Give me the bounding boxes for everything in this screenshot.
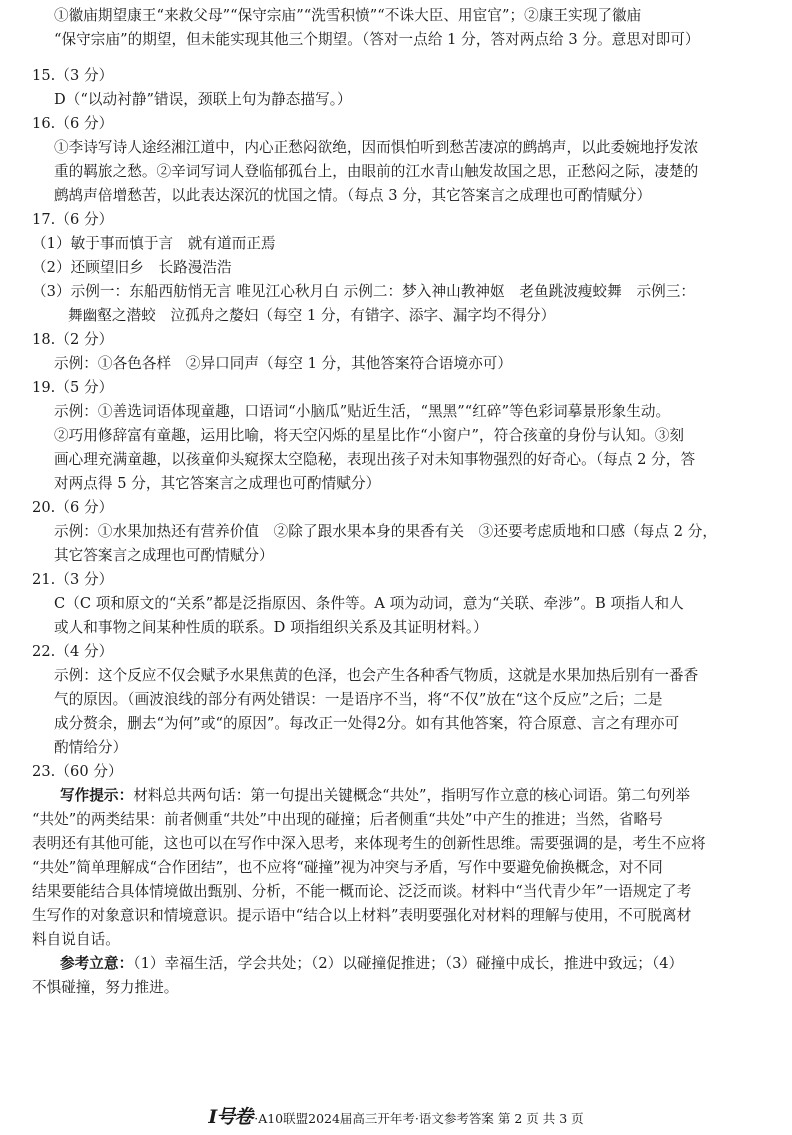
question-heading-20: 20.（6 分） bbox=[32, 499, 114, 516]
text-line: ②巧用修辞富有童趣，运用比喻，将天空闪烁的星星比作“小窗户”，符合孩童的身份与认知。③刻 bbox=[54, 427, 685, 444]
text-line: 生写作的对象意识和情境意识。提示语中“结合以上材料”表明要强化对材料的理解与使用，不可脱离材 bbox=[32, 907, 692, 924]
writing-hint-label: 写作提示： bbox=[60, 787, 134, 804]
question-heading-17: 17.（6 分） bbox=[32, 211, 114, 228]
writing-hint-text: 材料总共两句话：第一句提出关键概念“共处”，指明写作立意的核心词语。第二句列举 bbox=[133, 787, 691, 804]
text-line: 气的原因。（画波浪线的部分有两处错误：一是语序不当，将“不仅”放在“这个反应”之后；二是 bbox=[54, 691, 663, 708]
question-heading-19: 19.（5 分） bbox=[32, 379, 114, 396]
text-line: 不惧碰撞，努力推进。 bbox=[32, 979, 179, 996]
text-line: D（“以动衬静”错误，颈联上句为静态描写。） bbox=[54, 91, 352, 108]
text-line: 酌情给分） bbox=[54, 739, 128, 756]
text-line: 舞幽壑之潜蛟 泣孤舟之嫠妇（每空 1 分，有错字、添字、漏字均不得分） bbox=[68, 307, 556, 324]
text-line: 其它答案言之成理也可酌情赋分） bbox=[54, 547, 274, 564]
text-line: “保守宗庙”的期望，但未能实现其他三个期望。（答对一点给 1 分，答对两点给 3 分。意思对即可） bbox=[54, 31, 700, 48]
text-line: ①李诗写诗人途经湘江道中，内心正愁闷欲绝，因而惧怕听到愁苦凄凉的鹧鸪声，以此委婉地抒发浓 bbox=[54, 139, 699, 156]
text-line: ①徽庙期望康王“来救父母”“保守宗庙”“洗雪积愤”“不诛大臣、用宦官”；②康王实现了徽庙 bbox=[54, 7, 642, 24]
question-heading-18: 18.（2 分） bbox=[32, 331, 114, 348]
text-line: “共处”简单理解成“合作团结”，也不应将“碰撞”视为冲突与矛盾，写作中要避免偷换概念，对不同 bbox=[32, 859, 663, 876]
text-line: 结果要能结合具体情境做出甄别、分析，不能一概而论、泛泛而谈。材料中“当代青少年”一语规定了考 bbox=[32, 883, 692, 900]
reference-idea-text: （1）幸福生活，学会共处；（2）以碰撞促推进；（3）碰撞中成长，推进中致远；（4） bbox=[133, 955, 684, 972]
page-footer bbox=[0, 1102, 792, 1129]
text-line: 或人和事物之间某种性质的联系。D 项指组织关系及其证明材料。） bbox=[54, 619, 488, 636]
text-line: 示例：这个反应不仅会赋予水果焦黄的色泽，也会产生各种香气物质，这就是水果加热后别有一番香 bbox=[54, 667, 699, 684]
question-heading-23: 23.（60 分） bbox=[32, 763, 123, 780]
text-line: 鹧鸪声倍增愁苦，以此表达深沉的忧国之情。（每点 3 分，其它答案言之成理也可酌情赋分） bbox=[54, 187, 652, 204]
text-line: 示例：①各色各样 ②异口同声（每空 1 分，其他答案符合语境亦可） bbox=[54, 355, 513, 372]
question-heading-16: 16.（6 分） bbox=[32, 115, 114, 132]
text-line: 示例：①善选词语体现童趣，口语词“小脑瓜”贴近生活，“黑黑”“红碎”等色彩词摹景形象生动。 bbox=[54, 403, 671, 420]
text-line: 示例：①水果加热还有营养价值 ②除了跟水果本身的果香有关 ③还要考虑质地和口感（每点 2 分， bbox=[54, 523, 718, 540]
text-line: （3）示例一：东船西舫悄无言 唯见江心秋月白 示例二：梦入神山教神妪 老鱼跳波瘦蛟舞 示例三： bbox=[32, 283, 696, 300]
text-line: 料自说自话。 bbox=[32, 931, 120, 948]
text-line: 对两点得 5 分，其它答案言之成理也可酌情赋分） bbox=[54, 475, 381, 492]
text-line: 成分赘余，删去“为何”或“的原因”。每改正一处得2分。如有其他答案，符合原意、言之有理亦可 bbox=[54, 715, 680, 732]
writing-hint-line bbox=[60, 786, 690, 806]
text-line: 重的羁旅之愁。②辛词写词人登临郁孤台上，由眼前的江水青山触发故国之思，正愁闷之际，凄楚的 bbox=[54, 163, 699, 180]
question-heading-21: 21.（3 分） bbox=[32, 571, 114, 588]
text-line: “共处”的两类结果：前者侧重“共处”中出现的碰撞；后者侧重“共处”中产生的推进；当然，省略号 bbox=[32, 811, 663, 828]
reference-idea-line bbox=[60, 954, 683, 974]
text-line: （1）敏于事而慎于言 就有道而正焉 bbox=[32, 235, 276, 252]
question-heading-15: 15.（3 分） bbox=[32, 67, 114, 84]
text-line: 画心理充满童趣，以孩童仰头窥探太空隐秘，表现出孩子对未知事物强烈的好奇心。（每点 2 分，答 bbox=[54, 451, 696, 468]
text-line: C（C 项和原文的“关系”都是泛指原因、条件等。A 项为动词，意为“关联、牵涉”。B 项指人和人 bbox=[54, 595, 684, 612]
text-line: 表明还有其他可能，这也可以在写作中深入思考，来体现考生的创新性思维。需要强调的是，考生不应将 bbox=[32, 835, 706, 852]
footer-text: ·A10联盟2024届高三开年考·语文参考答案 第 2 页 共 3 页 bbox=[254, 1111, 584, 1126]
question-heading-22: 22.（4 分） bbox=[32, 643, 114, 660]
reference-idea-label: 参考立意： bbox=[60, 955, 134, 972]
brand-logo: I号卷 bbox=[208, 1106, 253, 1128]
text-line: （2）还顾望旧乡 长路漫浩浩 bbox=[32, 259, 232, 276]
